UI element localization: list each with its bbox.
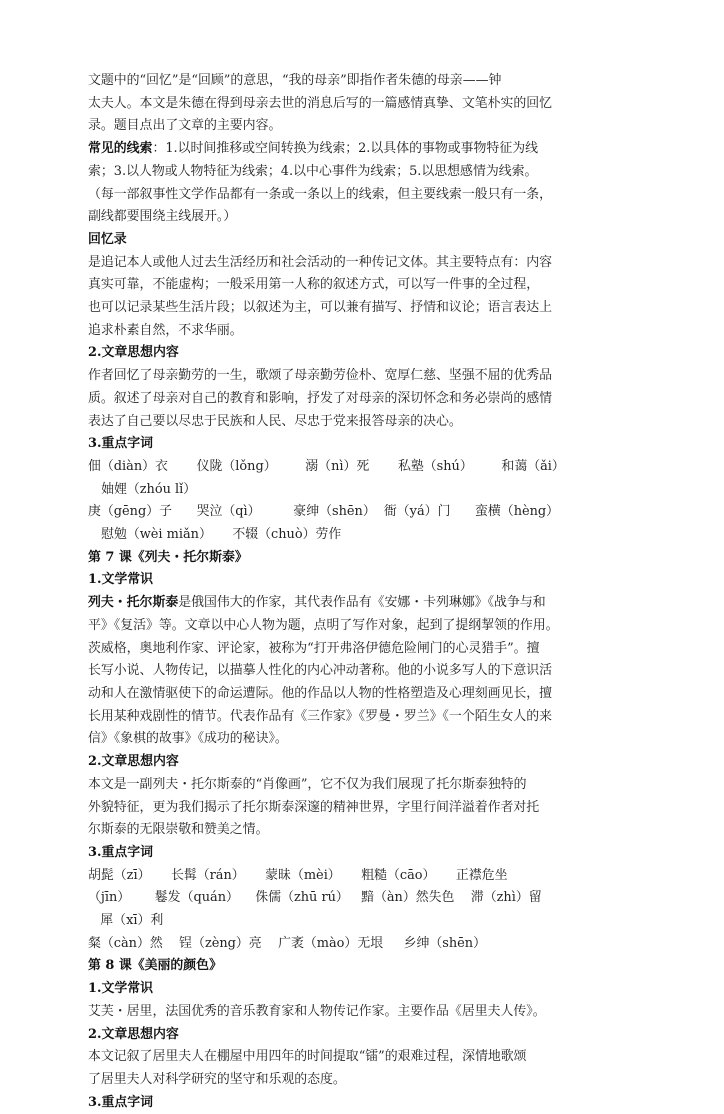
vocab-row (88, 501, 644, 524)
lesson6-thought-line: 质。叙述了母亲对自己的教育和影响，抒发了对母亲的深切怀念和务必崇尚的感情 (88, 390, 553, 406)
clues-line: ：1.以时间推移或空间转换为线索；2.以具体的事物或事物特征为线 (152, 141, 538, 157)
lesson7-thought-line: 本文是一副列夫・托尔斯泰的“肖像画”，它不仅为我们展现了托尔斯泰独特的 (88, 776, 527, 792)
lesson7-lit-line: 平》《复活》等。文章以中心人物为题，点明了写作对象，起到了提纲挈领的作用。 (88, 617, 559, 633)
vocab-row (88, 887, 644, 910)
lesson7-thought-line: 尔斯泰的无限崇敬和赞美之情。 (88, 822, 269, 838)
vocab-row (88, 933, 644, 956)
lesson8-thought-heading: 2.文章思想内容 (88, 1026, 179, 1042)
clues-line: （每一部叙事性文学作品都有一条或一条以上的线索，但主要线索一般只有一条， (88, 186, 553, 202)
lesson6-thought-line: 表达了自己要以尽忠于民族和人民、尽忠于党来报答母亲的决心。 (88, 413, 462, 429)
vocab-row (88, 524, 644, 547)
clues-paragraph (88, 138, 644, 161)
vocab-text: 佃（diàn）衣 仪陇（lǒng） 溺（nì）死 私塾（shú） 和蔼（ǎi） (88, 458, 565, 474)
memoir-line: 追求朴素自然，不求华丽。 (88, 322, 243, 338)
lesson8-lit-line: 艾芙・居里，法国优秀的音乐教育家和人物传记作家。主要作品《居里夫人传》。 (88, 1003, 546, 1019)
memoir-heading: 回忆录 (88, 231, 127, 247)
lesson7-lit-line: 信》《象棋的故事》《成功的秘诀》。 (88, 731, 288, 747)
memoir-line: 是追记本人或他人过去生活经历和社会活动的一种传记文体。其主要特点有：内容 (88, 254, 553, 270)
vocab-text: 犀（xī）利 (88, 913, 164, 929)
vocab-row (88, 910, 644, 933)
lesson8-vocab-heading: 3.重点字词 (88, 1094, 154, 1110)
lesson8-thought-line: 本文记叙了居里夫人在棚屋中用四年的时间提取“镭”的艰难过程，深情地歌颂 (88, 1049, 527, 1065)
lesson8-title: 第 8 课《美丽的颜色》 (88, 958, 222, 974)
lesson7-lit-heading: 1.文学常识 (88, 572, 154, 588)
lesson7-lit-line: 茨威格，奥地利作家、评论家，被称为“打开弗洛伊德危险闸门的心灵猎手”。擅 (88, 640, 540, 656)
author-name: 列夫・托尔斯泰 (88, 595, 179, 611)
clues-line: 副线都要围绕主线展开。） (88, 209, 237, 225)
lesson7-vocab-heading: 3.重点字词 (88, 844, 154, 860)
lesson8-lit-heading: 1.文学常识 (88, 981, 154, 997)
intro-line: 文题中的“回忆”是“回顾”的意思，“我的母亲”即指作者朱德的母亲——钟 (88, 73, 502, 88)
vocab-row (88, 479, 644, 502)
lesson7-lit-paragraph (88, 592, 644, 615)
lesson7-title: 第 7 课《列夫・托尔斯泰》 (88, 549, 248, 565)
lesson8-thought-line: 了居里夫人对科学研究的坚守和乐观的态度。 (88, 1071, 346, 1087)
lesson7-thought-heading: 2.文章思想内容 (88, 754, 179, 770)
vocab-row (88, 456, 644, 479)
lesson6-thought-line: 作者回忆了母亲勤劳的一生，歌颂了母亲勤劳俭朴、宽厚仁慈、坚强不屈的优秀品 (88, 368, 553, 384)
lesson6-vocab-heading: 3.重点字词 (88, 436, 154, 452)
memoir-line: 也可以记录某些生活片段；以叙述为主，可以兼有描写、抒情和议论；语言表达上 (88, 300, 553, 316)
vocab-text: 慰勉（wèi miǎn） 不辍（chuò）劳作 (97, 527, 342, 543)
lesson7-lit-line: 动和人在激情驱使下的命运遭际。他的作品以人物的性格塑造及心理刻画见长，擅 (88, 685, 553, 701)
vocab-text: 粲（càn）然 锃（zèng）亮 广袤（mào）无垠 乡绅（shēn） (88, 935, 486, 951)
vocab-text: 妯娌（zhóu lǐ） (97, 481, 197, 497)
document-page (88, 70, 644, 1114)
vocab-text: 胡髭（zī） 长髯（rán） 蒙昧（mèi） 粗糙（cāo） 正襟危坐 (88, 867, 508, 883)
intro-line: 太夫人。本文是朱德在得到母亲去世的消息后写的一篇感情真挚、文笔朴实的回忆 (88, 95, 553, 111)
lesson7-thought-line: 外貌特征，更为我们揭示了托尔斯泰深邃的精神世界，字里行间洋溢着作者对托 (88, 799, 540, 815)
intro-line: 录。题目点出了文章的主要内容。 (88, 118, 282, 134)
vocab-text: 庚（gēng）子 哭泣（qì） 豪绅（shēn） 衙（yá）门 蛮横（hèng） (88, 504, 560, 520)
lesson7-lit-line: 是俄国伟大的作家，其代表作品有《安娜・卡列琳娜》《战争与和 (178, 595, 546, 611)
clues-line: 索；3.以人物或人物特征为线索；4.以中心事件为线索；5.以思想感情为线索。 (88, 163, 538, 179)
vocab-row (88, 865, 644, 888)
lesson6-thought-heading: 2.文章思想内容 (88, 345, 179, 361)
lesson7-lit-line: 长写小说、人物传记，以描摹人性化的内心冲动著称。他的小说多写人的下意识活 (88, 663, 553, 679)
memoir-line: 真实可靠，不能虚构；一般采用第一人称的叙述方式，可以写一件事的全过程， (88, 277, 540, 293)
lesson7-lit-line: 长用某种戏剧性的情节。代表作品有《三作家》《罗曼・罗兰》《一个陌生女人的来 (88, 708, 553, 724)
vocab-text: （jīn） 鬈发（quán） 侏儒（zhū rú） 黯（àn）然失色 滞（zhì）留 (88, 890, 542, 906)
clues-label: 常见的线索 (88, 141, 153, 157)
